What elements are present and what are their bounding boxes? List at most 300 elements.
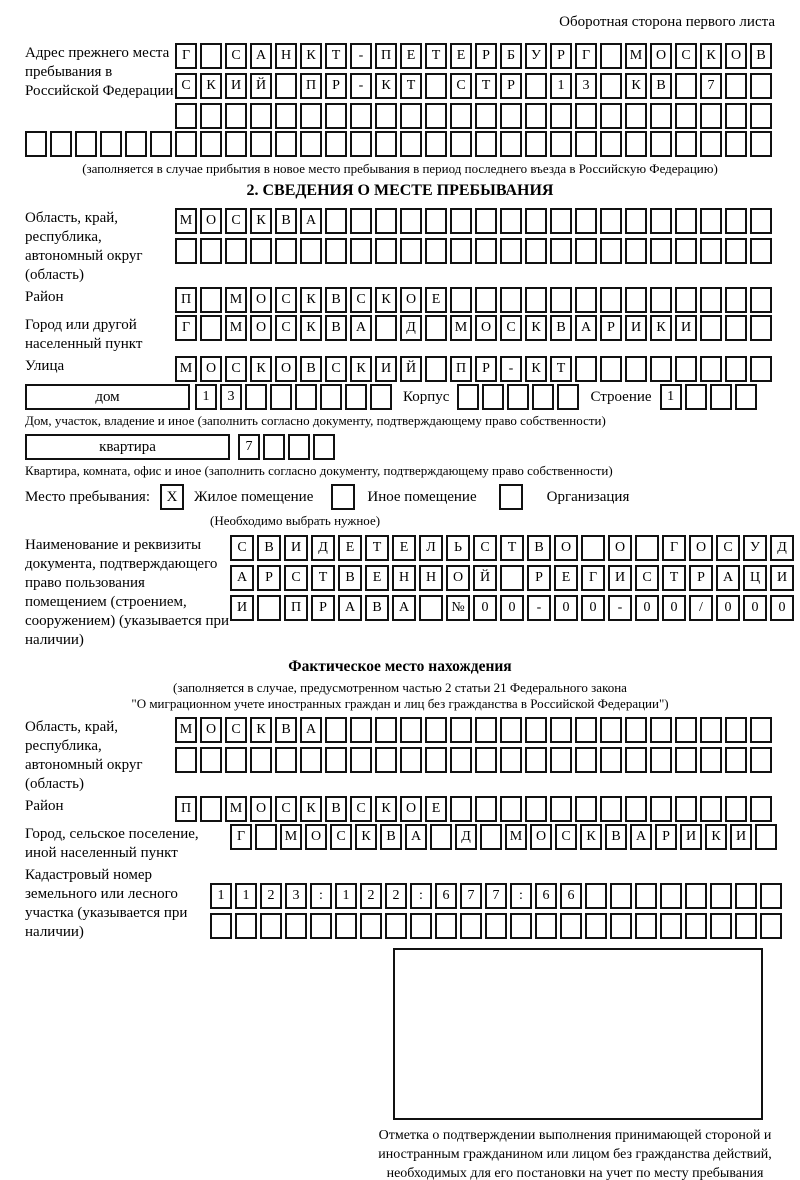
char-cell[interactable] xyxy=(275,238,297,264)
char-cell[interactable] xyxy=(255,824,277,850)
char-cell[interactable]: К xyxy=(200,73,222,99)
char-cell[interactable] xyxy=(585,883,607,909)
char-cell[interactable] xyxy=(725,208,747,234)
char-cell[interactable] xyxy=(675,238,697,264)
char-cell[interactable] xyxy=(525,208,547,234)
char-cell[interactable]: : xyxy=(510,883,532,909)
char-cell[interactable]: В xyxy=(365,595,389,621)
char-cell[interactable]: Г xyxy=(175,43,197,69)
char-cell[interactable] xyxy=(750,315,772,341)
char-cell[interactable]: М xyxy=(225,315,247,341)
char-cell[interactable] xyxy=(457,384,479,410)
char-cell[interactable] xyxy=(360,913,382,939)
char-cell[interactable]: Ь xyxy=(446,535,470,561)
char-cell[interactable] xyxy=(650,131,672,157)
char-cell[interactable] xyxy=(257,595,281,621)
char-cell[interactable] xyxy=(700,103,722,129)
char-cell[interactable] xyxy=(575,131,597,157)
char-cell[interactable]: 0 xyxy=(716,595,740,621)
char-cell[interactable] xyxy=(350,717,372,743)
char-cell[interactable] xyxy=(510,913,532,939)
char-cell[interactable] xyxy=(725,103,747,129)
char-cell[interactable]: В xyxy=(325,315,347,341)
char-cell[interactable] xyxy=(425,356,447,382)
char-cell[interactable]: Е xyxy=(338,535,362,561)
char-cell[interactable] xyxy=(525,238,547,264)
char-cell[interactable]: С xyxy=(555,824,577,850)
char-cell[interactable]: С xyxy=(350,287,372,313)
char-cell[interactable]: Р xyxy=(527,565,551,591)
char-cell[interactable] xyxy=(410,913,432,939)
char-cell[interactable]: 0 xyxy=(554,595,578,621)
char-cell[interactable]: Н xyxy=(392,565,416,591)
char-cell[interactable]: К xyxy=(300,796,322,822)
char-cell[interactable] xyxy=(300,747,322,773)
char-cell[interactable] xyxy=(460,913,482,939)
char-cell[interactable]: М xyxy=(625,43,647,69)
char-cell[interactable]: М xyxy=(225,287,247,313)
char-cell[interactable] xyxy=(350,131,372,157)
char-cell[interactable] xyxy=(175,238,197,264)
char-cell[interactable]: Б xyxy=(500,43,522,69)
char-cell[interactable] xyxy=(525,73,547,99)
char-cell[interactable] xyxy=(175,747,197,773)
char-cell[interactable]: 0 xyxy=(581,595,605,621)
char-cell[interactable]: О xyxy=(200,208,222,234)
char-cell[interactable] xyxy=(475,208,497,234)
char-cell[interactable] xyxy=(550,208,572,234)
char-cell[interactable]: А xyxy=(250,43,272,69)
char-cell[interactable]: 7 xyxy=(485,883,507,909)
char-cell[interactable] xyxy=(700,356,722,382)
char-cell[interactable]: С xyxy=(225,356,247,382)
char-cell[interactable] xyxy=(635,883,657,909)
char-cell[interactable] xyxy=(285,913,307,939)
char-cell[interactable] xyxy=(263,434,285,460)
char-cell[interactable] xyxy=(475,103,497,129)
char-cell[interactable]: П xyxy=(300,73,322,99)
char-cell[interactable] xyxy=(650,238,672,264)
char-cell[interactable] xyxy=(575,238,597,264)
char-cell[interactable]: / xyxy=(689,595,713,621)
char-cell[interactable]: - xyxy=(500,356,522,382)
char-cell[interactable] xyxy=(550,747,572,773)
char-cell[interactable]: А xyxy=(300,717,322,743)
char-cell[interactable]: П xyxy=(450,356,472,382)
char-cell[interactable] xyxy=(325,131,347,157)
char-cell[interactable]: К xyxy=(705,824,727,850)
char-cell[interactable]: С xyxy=(225,208,247,234)
char-cell[interactable]: 0 xyxy=(770,595,794,621)
char-cell[interactable] xyxy=(375,747,397,773)
char-cell[interactable]: С xyxy=(716,535,740,561)
char-cell[interactable]: К xyxy=(375,287,397,313)
char-cell[interactable] xyxy=(675,208,697,234)
char-cell[interactable] xyxy=(675,717,697,743)
char-cell[interactable]: А xyxy=(575,315,597,341)
char-cell[interactable] xyxy=(675,796,697,822)
char-cell[interactable]: В xyxy=(300,356,322,382)
char-cell[interactable]: А xyxy=(230,565,254,591)
char-cell[interactable] xyxy=(375,315,397,341)
char-cell[interactable] xyxy=(650,356,672,382)
char-cell[interactable] xyxy=(225,131,247,157)
char-cell[interactable] xyxy=(425,747,447,773)
char-cell[interactable]: Й xyxy=(473,565,497,591)
char-cell[interactable]: - xyxy=(350,73,372,99)
char-cell[interactable]: Р xyxy=(500,73,522,99)
char-cell[interactable] xyxy=(650,796,672,822)
char-cell[interactable] xyxy=(675,73,697,99)
char-cell[interactable] xyxy=(557,384,579,410)
char-cell[interactable]: Т xyxy=(311,565,335,591)
char-cell[interactable] xyxy=(675,747,697,773)
char-cell[interactable]: 1 xyxy=(195,384,217,410)
char-cell[interactable]: Р xyxy=(325,73,347,99)
char-cell[interactable]: В xyxy=(750,43,772,69)
char-cell[interactable] xyxy=(685,384,707,410)
char-cell[interactable]: К xyxy=(250,208,272,234)
char-cell[interactable] xyxy=(585,913,607,939)
char-cell[interactable]: Г xyxy=(662,535,686,561)
char-cell[interactable] xyxy=(725,315,747,341)
char-cell[interactable] xyxy=(650,208,672,234)
char-cell[interactable] xyxy=(700,717,722,743)
char-cell[interactable] xyxy=(450,238,472,264)
char-cell[interactable] xyxy=(400,131,422,157)
char-cell[interactable]: В xyxy=(325,796,347,822)
char-cell[interactable] xyxy=(425,103,447,129)
char-cell[interactable] xyxy=(200,43,222,69)
char-cell[interactable] xyxy=(500,287,522,313)
char-cell[interactable] xyxy=(430,824,452,850)
char-cell[interactable]: А xyxy=(350,315,372,341)
char-cell[interactable] xyxy=(525,131,547,157)
char-cell[interactable] xyxy=(750,131,772,157)
char-cell[interactable]: Р xyxy=(689,565,713,591)
char-cell[interactable] xyxy=(750,208,772,234)
char-cell[interactable] xyxy=(400,717,422,743)
char-cell[interactable] xyxy=(150,131,172,157)
char-cell[interactable]: Ц xyxy=(743,565,767,591)
char-cell[interactable]: Т xyxy=(475,73,497,99)
char-cell[interactable]: М xyxy=(175,717,197,743)
char-cell[interactable]: И xyxy=(375,356,397,382)
char-cell[interactable] xyxy=(400,208,422,234)
char-cell[interactable] xyxy=(625,238,647,264)
char-cell[interactable]: 7 xyxy=(460,883,482,909)
char-cell[interactable] xyxy=(525,796,547,822)
char-cell[interactable]: К xyxy=(250,717,272,743)
char-cell[interactable]: И xyxy=(608,565,632,591)
char-cell[interactable] xyxy=(425,315,447,341)
char-cell[interactable] xyxy=(660,883,682,909)
char-cell[interactable]: Л xyxy=(419,535,443,561)
char-cell[interactable] xyxy=(625,208,647,234)
char-cell[interactable]: С xyxy=(225,43,247,69)
char-cell[interactable] xyxy=(345,384,367,410)
char-cell[interactable] xyxy=(275,103,297,129)
char-cell[interactable] xyxy=(250,131,272,157)
char-cell[interactable]: В xyxy=(380,824,402,850)
char-cell[interactable] xyxy=(525,287,547,313)
char-cell[interactable]: А xyxy=(392,595,416,621)
char-cell[interactable] xyxy=(685,883,707,909)
char-cell[interactable]: Е xyxy=(425,287,447,313)
char-cell[interactable] xyxy=(200,287,222,313)
char-cell[interactable] xyxy=(250,103,272,129)
char-cell[interactable] xyxy=(450,747,472,773)
char-cell[interactable]: К xyxy=(375,796,397,822)
char-cell[interactable] xyxy=(735,883,757,909)
char-cell[interactable] xyxy=(350,103,372,129)
char-cell[interactable]: М xyxy=(280,824,302,850)
char-cell[interactable] xyxy=(500,131,522,157)
char-cell[interactable]: В xyxy=(650,73,672,99)
char-cell[interactable] xyxy=(313,434,335,460)
char-cell[interactable]: К xyxy=(525,356,547,382)
char-cell[interactable]: 0 xyxy=(635,595,659,621)
char-cell[interactable]: 0 xyxy=(473,595,497,621)
char-cell[interactable]: О xyxy=(250,315,272,341)
char-cell[interactable] xyxy=(450,717,472,743)
char-cell[interactable]: Р xyxy=(600,315,622,341)
char-cell[interactable]: Г xyxy=(581,565,605,591)
char-cell[interactable] xyxy=(725,238,747,264)
char-cell[interactable]: С xyxy=(175,73,197,99)
char-cell[interactable] xyxy=(650,717,672,743)
char-cell[interactable] xyxy=(675,131,697,157)
char-cell[interactable] xyxy=(710,883,732,909)
char-cell[interactable]: М xyxy=(225,796,247,822)
char-cell[interactable]: О xyxy=(250,796,272,822)
char-cell[interactable] xyxy=(200,796,222,822)
char-cell[interactable] xyxy=(295,384,317,410)
char-cell[interactable] xyxy=(475,238,497,264)
char-cell[interactable]: И xyxy=(225,73,247,99)
char-cell[interactable] xyxy=(75,131,97,157)
char-cell[interactable] xyxy=(625,717,647,743)
char-cell[interactable]: О xyxy=(200,356,222,382)
char-cell[interactable]: И xyxy=(680,824,702,850)
char-cell[interactable]: С xyxy=(450,73,472,99)
char-cell[interactable] xyxy=(350,747,372,773)
char-cell[interactable]: 3 xyxy=(575,73,597,99)
char-cell[interactable]: - xyxy=(608,595,632,621)
char-cell[interactable] xyxy=(625,356,647,382)
char-cell[interactable] xyxy=(245,384,267,410)
char-cell[interactable]: В xyxy=(325,287,347,313)
char-cell[interactable] xyxy=(200,238,222,264)
char-cell[interactable]: 3 xyxy=(220,384,242,410)
char-cell[interactable] xyxy=(507,384,529,410)
char-cell[interactable]: 1 xyxy=(335,883,357,909)
char-cell[interactable] xyxy=(625,287,647,313)
char-cell[interactable]: В xyxy=(275,717,297,743)
char-cell[interactable] xyxy=(550,131,572,157)
char-cell[interactable]: Д xyxy=(311,535,335,561)
char-cell[interactable] xyxy=(581,535,605,561)
char-cell[interactable] xyxy=(175,103,197,129)
char-cell[interactable]: Т xyxy=(500,535,524,561)
char-cell[interactable] xyxy=(600,356,622,382)
char-cell[interactable]: И xyxy=(230,595,254,621)
char-cell[interactable] xyxy=(532,384,554,410)
char-cell[interactable]: 2 xyxy=(360,883,382,909)
char-cell[interactable]: Р xyxy=(311,595,335,621)
char-cell[interactable] xyxy=(750,73,772,99)
char-cell[interactable]: 7 xyxy=(238,434,260,460)
char-cell[interactable]: В xyxy=(550,315,572,341)
char-cell[interactable] xyxy=(575,287,597,313)
char-cell[interactable]: О xyxy=(530,824,552,850)
char-cell[interactable]: Е xyxy=(425,796,447,822)
char-cell[interactable] xyxy=(575,356,597,382)
char-cell[interactable]: А xyxy=(338,595,362,621)
char-cell[interactable]: Г xyxy=(575,43,597,69)
char-cell[interactable] xyxy=(225,238,247,264)
char-cell[interactable]: О xyxy=(305,824,327,850)
char-cell[interactable] xyxy=(25,131,47,157)
char-cell[interactable]: Д xyxy=(455,824,477,850)
char-cell[interactable] xyxy=(480,824,502,850)
char-cell[interactable] xyxy=(650,287,672,313)
char-cell[interactable]: А xyxy=(716,565,740,591)
char-cell[interactable] xyxy=(600,287,622,313)
char-cell[interactable]: С xyxy=(473,535,497,561)
char-cell[interactable] xyxy=(500,747,522,773)
char-cell[interactable] xyxy=(375,717,397,743)
char-cell[interactable] xyxy=(735,384,757,410)
char-cell[interactable] xyxy=(450,103,472,129)
char-cell[interactable]: О xyxy=(200,717,222,743)
char-cell[interactable]: 6 xyxy=(560,883,582,909)
char-cell[interactable] xyxy=(600,747,622,773)
char-cell[interactable] xyxy=(500,796,522,822)
char-cell[interactable] xyxy=(175,131,197,157)
char-cell[interactable] xyxy=(500,238,522,264)
char-cell[interactable] xyxy=(760,913,782,939)
char-cell[interactable]: К xyxy=(300,287,322,313)
char-cell[interactable] xyxy=(700,238,722,264)
char-cell[interactable] xyxy=(250,747,272,773)
char-cell[interactable]: Р xyxy=(475,356,497,382)
char-cell[interactable] xyxy=(600,43,622,69)
char-cell[interactable]: 6 xyxy=(535,883,557,909)
char-cell[interactable]: В xyxy=(527,535,551,561)
char-cell[interactable]: О xyxy=(400,796,422,822)
char-cell[interactable] xyxy=(725,747,747,773)
char-cell[interactable] xyxy=(375,238,397,264)
char-cell[interactable]: У xyxy=(525,43,547,69)
char-cell[interactable] xyxy=(725,287,747,313)
char-cell[interactable]: С xyxy=(225,717,247,743)
char-cell[interactable] xyxy=(750,103,772,129)
char-cell[interactable] xyxy=(535,913,557,939)
char-cell[interactable] xyxy=(760,883,782,909)
char-cell[interactable]: С xyxy=(500,315,522,341)
char-cell[interactable] xyxy=(725,796,747,822)
char-cell[interactable] xyxy=(550,796,572,822)
char-cell[interactable] xyxy=(675,103,697,129)
char-cell[interactable] xyxy=(225,103,247,129)
char-cell[interactable] xyxy=(288,434,310,460)
char-cell[interactable] xyxy=(600,131,622,157)
char-cell[interactable]: О xyxy=(475,315,497,341)
char-cell[interactable]: 1 xyxy=(210,883,232,909)
char-cell[interactable] xyxy=(725,356,747,382)
char-cell[interactable]: П xyxy=(375,43,397,69)
char-cell[interactable]: Е xyxy=(392,535,416,561)
char-cell[interactable] xyxy=(750,356,772,382)
char-cell[interactable] xyxy=(600,796,622,822)
char-cell[interactable] xyxy=(475,717,497,743)
char-cell[interactable]: Е xyxy=(450,43,472,69)
char-cell[interactable] xyxy=(320,384,342,410)
char-cell[interactable]: К xyxy=(300,315,322,341)
char-cell[interactable]: О xyxy=(725,43,747,69)
char-cell[interactable]: 1 xyxy=(660,384,682,410)
char-cell[interactable]: - xyxy=(527,595,551,621)
char-cell[interactable]: 2 xyxy=(260,883,282,909)
char-cell[interactable]: 2 xyxy=(385,883,407,909)
char-cell[interactable] xyxy=(235,913,257,939)
char-cell[interactable]: № xyxy=(446,595,470,621)
char-cell[interactable] xyxy=(125,131,147,157)
char-cell[interactable] xyxy=(610,883,632,909)
char-cell[interactable] xyxy=(575,103,597,129)
char-cell[interactable] xyxy=(610,913,632,939)
char-cell[interactable] xyxy=(650,103,672,129)
char-cell[interactable] xyxy=(675,356,697,382)
char-cell[interactable] xyxy=(425,73,447,99)
char-cell[interactable] xyxy=(600,73,622,99)
char-cell[interactable]: Н xyxy=(419,565,443,591)
char-cell[interactable] xyxy=(710,384,732,410)
char-cell[interactable] xyxy=(625,131,647,157)
char-cell[interactable] xyxy=(600,103,622,129)
char-cell[interactable]: 0 xyxy=(743,595,767,621)
char-cell[interactable] xyxy=(419,595,443,621)
char-cell[interactable]: Т xyxy=(365,535,389,561)
char-cell[interactable]: А xyxy=(630,824,652,850)
char-cell[interactable] xyxy=(300,103,322,129)
char-cell[interactable] xyxy=(525,103,547,129)
char-cell[interactable]: Т xyxy=(425,43,447,69)
char-cell[interactable] xyxy=(600,238,622,264)
char-cell[interactable] xyxy=(400,747,422,773)
char-cell[interactable] xyxy=(560,913,582,939)
char-cell[interactable]: П xyxy=(175,287,197,313)
char-cell[interactable] xyxy=(700,208,722,234)
char-cell[interactable] xyxy=(300,131,322,157)
char-cell[interactable] xyxy=(325,103,347,129)
char-cell[interactable]: Е xyxy=(365,565,389,591)
char-cell[interactable] xyxy=(475,747,497,773)
char-cell[interactable] xyxy=(225,747,247,773)
char-cell[interactable] xyxy=(675,287,697,313)
char-cell[interactable] xyxy=(200,131,222,157)
char-cell[interactable]: И xyxy=(284,535,308,561)
char-cell[interactable]: И xyxy=(675,315,697,341)
char-cell[interactable] xyxy=(635,535,659,561)
char-cell[interactable]: 1 xyxy=(550,73,572,99)
char-cell[interactable] xyxy=(200,103,222,129)
char-cell[interactable] xyxy=(450,796,472,822)
char-cell[interactable]: С xyxy=(230,535,254,561)
char-cell[interactable]: 0 xyxy=(500,595,524,621)
char-cell[interactable]: С xyxy=(635,565,659,591)
